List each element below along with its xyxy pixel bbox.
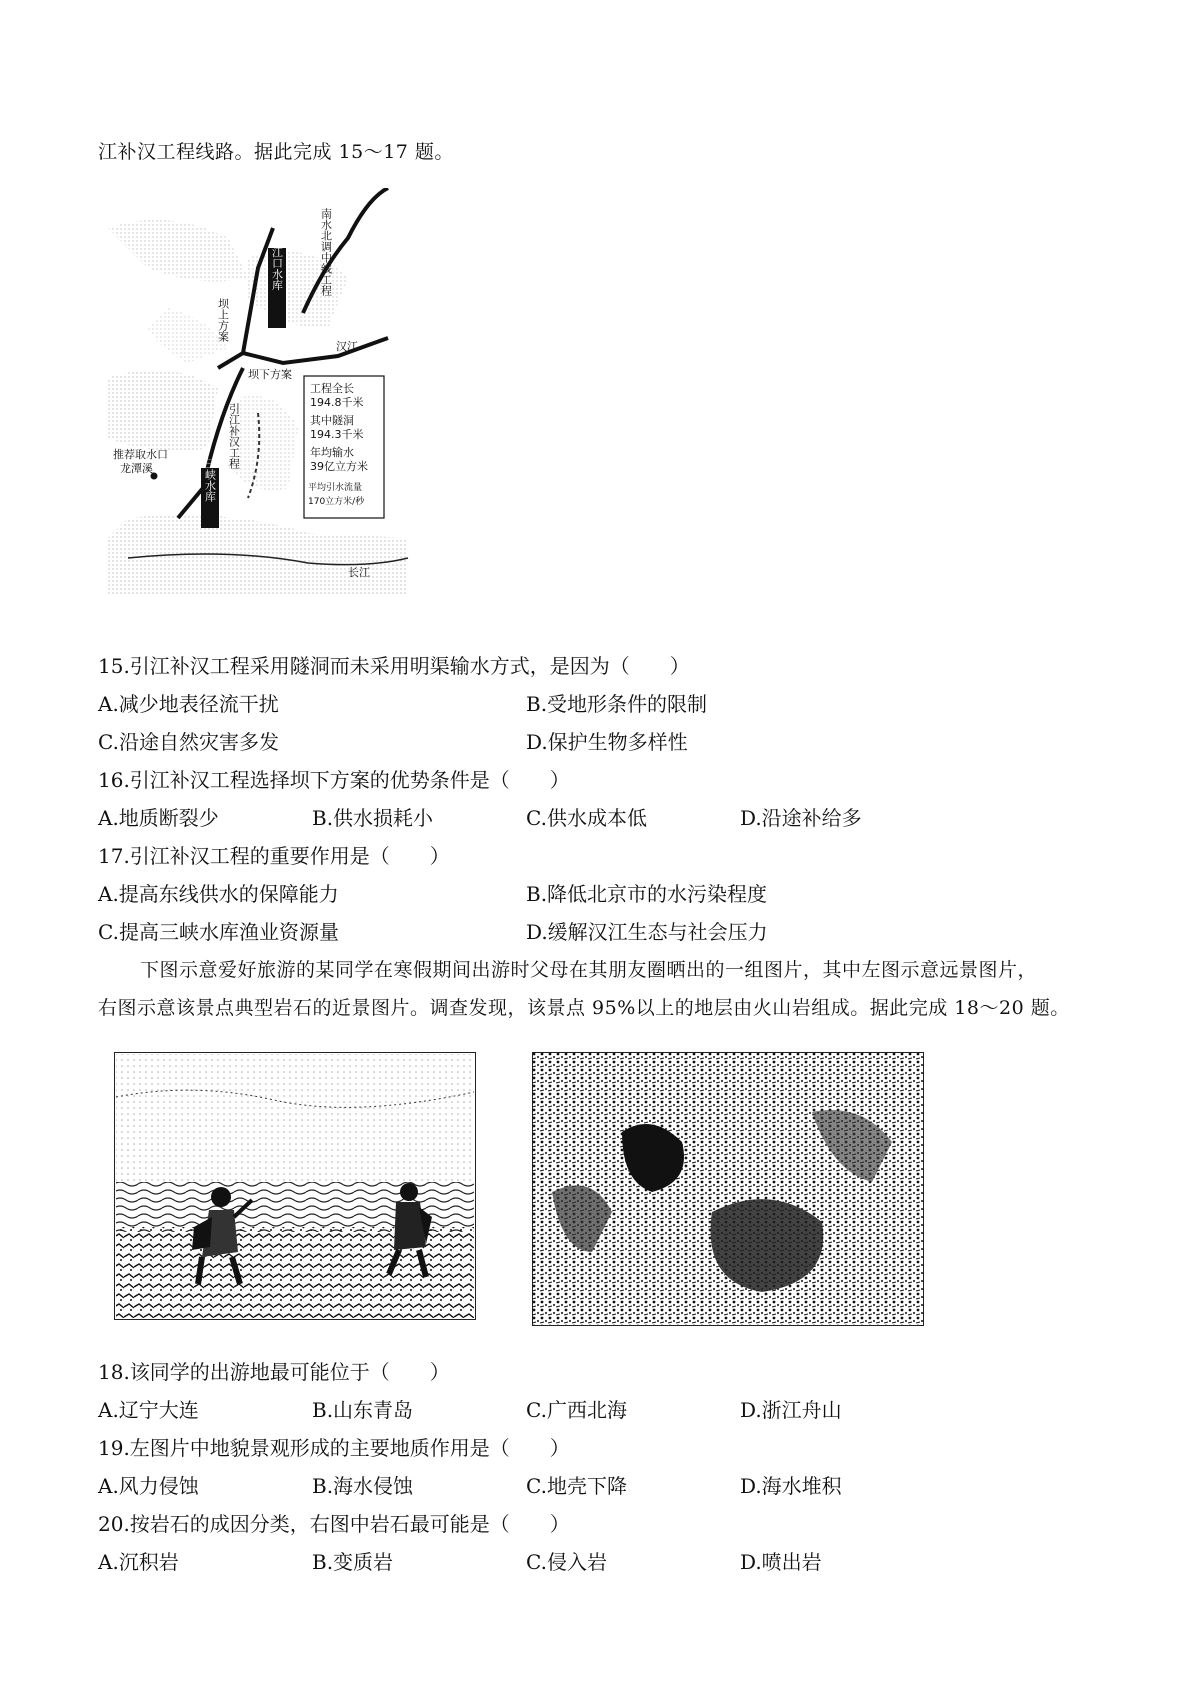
intro-text-2-line1: 下图示意爱好旅游的某同学在寒假期间出游时父母在其朋友圈晒出的一组图片，其中左图示意远景图片， [140, 959, 1038, 981]
q20-option-d[interactable]: D.喷出岩 [740, 1550, 822, 1574]
intro-text: 江补汉工程线路。据此完成 15～17 题。 [98, 141, 454, 163]
map-info-4: 年均输水 [310, 446, 354, 459]
q15-option-b[interactable]: B.受地形条件的限制 [526, 692, 708, 716]
map-info-5: 39亿立方米 [310, 460, 368, 473]
q16-option-c[interactable]: C.供水成本低 [526, 806, 647, 830]
map-info-0: 工程全长 [310, 382, 354, 395]
map-info-1: 194.8千米 [310, 396, 364, 409]
q17-option-c[interactable]: C.提高三峡水库渔业资源量 [98, 920, 339, 944]
intro-text-2-line2: 右图示意该景点典型岩石的近景图片。调查发现，该景点 95%以上的地层由火山岩组成。据此完成 18～20 题。 [98, 997, 1070, 1019]
question-20: 20.按岩石的成因分类，右图中岩石最可能是（ ） [98, 1512, 570, 1536]
q15-option-c[interactable]: C.沿途自然灾害多发 [98, 730, 279, 754]
map-info-3: 194.3千米 [310, 428, 364, 441]
q19-option-d[interactable]: D.海水堆积 [740, 1474, 842, 1498]
q20-option-c[interactable]: C.侵入岩 [526, 1550, 607, 1574]
q19-option-a[interactable]: A.风力侵蚀 [98, 1474, 199, 1498]
question-15: 15.引江补汉工程采用隧洞而未采用明渠输水方式，是因为（ ） [98, 654, 690, 678]
left-photo-seaside [114, 1052, 476, 1320]
map-label-yinjiang: 引江补汉工程 [227, 403, 241, 469]
map-label-nanshui: 南水北调中线工程 [319, 208, 333, 296]
q18-option-c[interactable]: C.广西北海 [526, 1398, 627, 1422]
question-17: 17.引江补汉工程的重要作用是（ ） [98, 844, 450, 868]
map-figure [108, 188, 428, 596]
map-label-intake: 推荐取水口 [113, 448, 168, 461]
map-label-baxia: 坝下方案 [248, 368, 292, 381]
map-label-hanjiang: 汉江 [336, 340, 358, 353]
q15-option-d[interactable]: D.保护生物多样性 [526, 730, 688, 754]
q19-option-b[interactable]: B.海水侵蚀 [312, 1474, 414, 1498]
q20-option-a[interactable]: A.沉积岩 [98, 1550, 179, 1574]
question-18: 18.该同学的出游地最可能位于（ ） [98, 1360, 450, 1384]
q18-option-d[interactable]: D.浙江舟山 [740, 1398, 842, 1422]
q16-option-d[interactable]: D.沿途补给多 [740, 806, 862, 830]
q20-option-b[interactable]: B.变质岩 [312, 1550, 394, 1574]
q19-option-c[interactable]: C.地壳下降 [526, 1474, 627, 1498]
q18-option-b[interactable]: B.山东青岛 [312, 1398, 414, 1422]
q15-option-a[interactable]: A.减少地表径流干扰 [98, 692, 279, 716]
map-label-sanxia: 三峡水库 [203, 458, 217, 502]
map-label-danjiangkou: 丹江口水库 [270, 235, 284, 291]
map-info-6: 平均引水流量 [308, 483, 363, 493]
map-label-changjiang: 长江 [348, 566, 370, 579]
question-19: 19.左图片中地貌景观形成的主要地质作用是（ ） [98, 1436, 570, 1460]
q16-option-b[interactable]: B.供水损耗小 [312, 806, 434, 830]
map-info-2: 其中隧洞 [310, 414, 354, 427]
q18-option-a[interactable]: A.辽宁大连 [98, 1398, 199, 1422]
q17-option-b[interactable]: B.降低北京市的水污染程度 [526, 882, 768, 906]
map-label-longtanxi: 龙潭溪 [120, 462, 153, 475]
map-info-7: 170立方米/秒 [308, 497, 365, 507]
question-16: 16.引江补汉工程选择坝下方案的优势条件是（ ） [98, 768, 570, 792]
q17-option-d[interactable]: D.缓解汉江生态与社会压力 [526, 920, 768, 944]
map-label-bashang: 坝上方案 [216, 298, 230, 342]
right-photo-rock [532, 1052, 924, 1326]
q16-option-a[interactable]: A.地质断裂少 [98, 806, 219, 830]
q17-option-a[interactable]: A.提高东线供水的保障能力 [98, 882, 339, 906]
